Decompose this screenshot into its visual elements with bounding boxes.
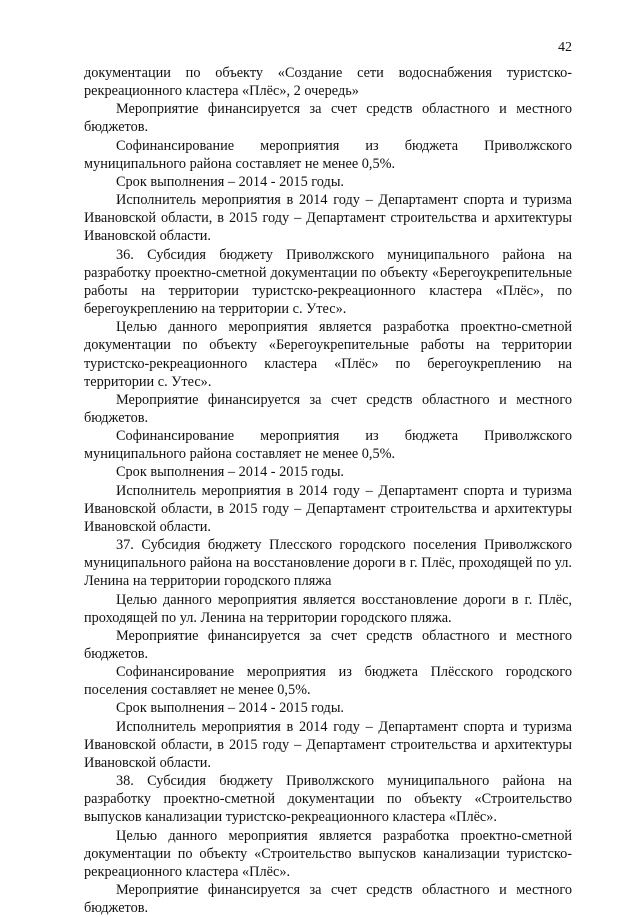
paragraph: Мероприятие финансируется за счет средств областного и местного бюджетов.: [84, 391, 572, 426]
paragraph: Целью данного мероприятия является разработка проектно-сметной документации по объекту «Строительство выпусков канализации туристско-рекреационного кластера «Плёс».: [84, 827, 572, 880]
document-body: [84, 64, 572, 917]
paragraph: Софинансирование мероприятия из бюджета Приволжского муниципального района составляет не менее 0,5%.: [84, 428, 572, 463]
paragraph: Софинансирование мероприятия из бюджета Плёсского городского поселения составляет не менее 0,5%.: [84, 664, 572, 699]
paragraph: 36. Субсидия бюджету Приволжского муниципального района на разработку проектно-сметной документации по объекту «Берегоукрепительные работы на территории туристско-рекреационного кластера «Плёс», по берегоукреплению на территории с. Утес».: [84, 246, 572, 318]
paragraph: Целью данного мероприятия является разработка проектно-сметной документации по объекту «Берегоукрепительные работы на территории туристско-рекреационного кластера «Плёс» по берегоукреплению на территории с. Утес».: [84, 319, 572, 390]
paragraph: 37. Субсидия бюджету Плесского городского поселения Приволжского муниципального района на восстановление дороги в г. Плёс, проходящей по ул. Ленина на территории городского пляжа: [84, 537, 572, 590]
paragraph: Мероприятие финансируется за счет средств областного и местного бюджетов.: [84, 627, 572, 662]
paragraph: Мероприятие финансируется за счет средств областного и местного бюджетов.: [84, 101, 572, 136]
paragraph: Исполнитель мероприятия в 2014 году – Департамент спорта и туризма Ивановской области, в 2015 году – Департамент строительства и архитектуры Ивановской области.: [84, 192, 572, 245]
paragraph: документации по объекту «Создание сети водоснабжения туристско-рекреационного кластера «Плёс», 2 очередь»: [84, 65, 572, 100]
paragraph: Срок выполнения – 2014 - 2015 годы.: [116, 700, 344, 717]
paragraph: Софинансирование мероприятия из бюджета Приволжского муниципального района составляет не менее 0,5%.: [84, 137, 572, 172]
paragraph: Целью данного мероприятия является восстановление дороги в г. Плёс, проходящей по ул. Ленина на территории городского пляжа.: [84, 591, 572, 626]
paragraph: 38. Субсидия бюджету Приволжского муниципального района на разработку проектно-сметной документации по объекту «Строительство выпусков канализации туристско-рекреационного кластера «Плёс».: [84, 773, 572, 826]
paragraph: Срок выполнения – 2014 - 2015 годы.: [116, 173, 344, 190]
paragraph: Исполнитель мероприятия в 2014 году – Департамент спорта и туризма Ивановской области, в 2015 году – Департамент строительства и архитектуры Ивановской области.: [84, 482, 572, 535]
paragraph: Мероприятие финансируется за счет средств областного и местного бюджетов.: [84, 882, 572, 917]
page-number: 42: [558, 40, 572, 55]
paragraph: Исполнитель мероприятия в 2014 году – Департамент спорта и туризма Ивановской области, в 2015 году – Департамент строительства и архитектуры Ивановской области.: [84, 718, 572, 771]
paragraph: Срок выполнения – 2014 - 2015 годы.: [116, 464, 344, 481]
